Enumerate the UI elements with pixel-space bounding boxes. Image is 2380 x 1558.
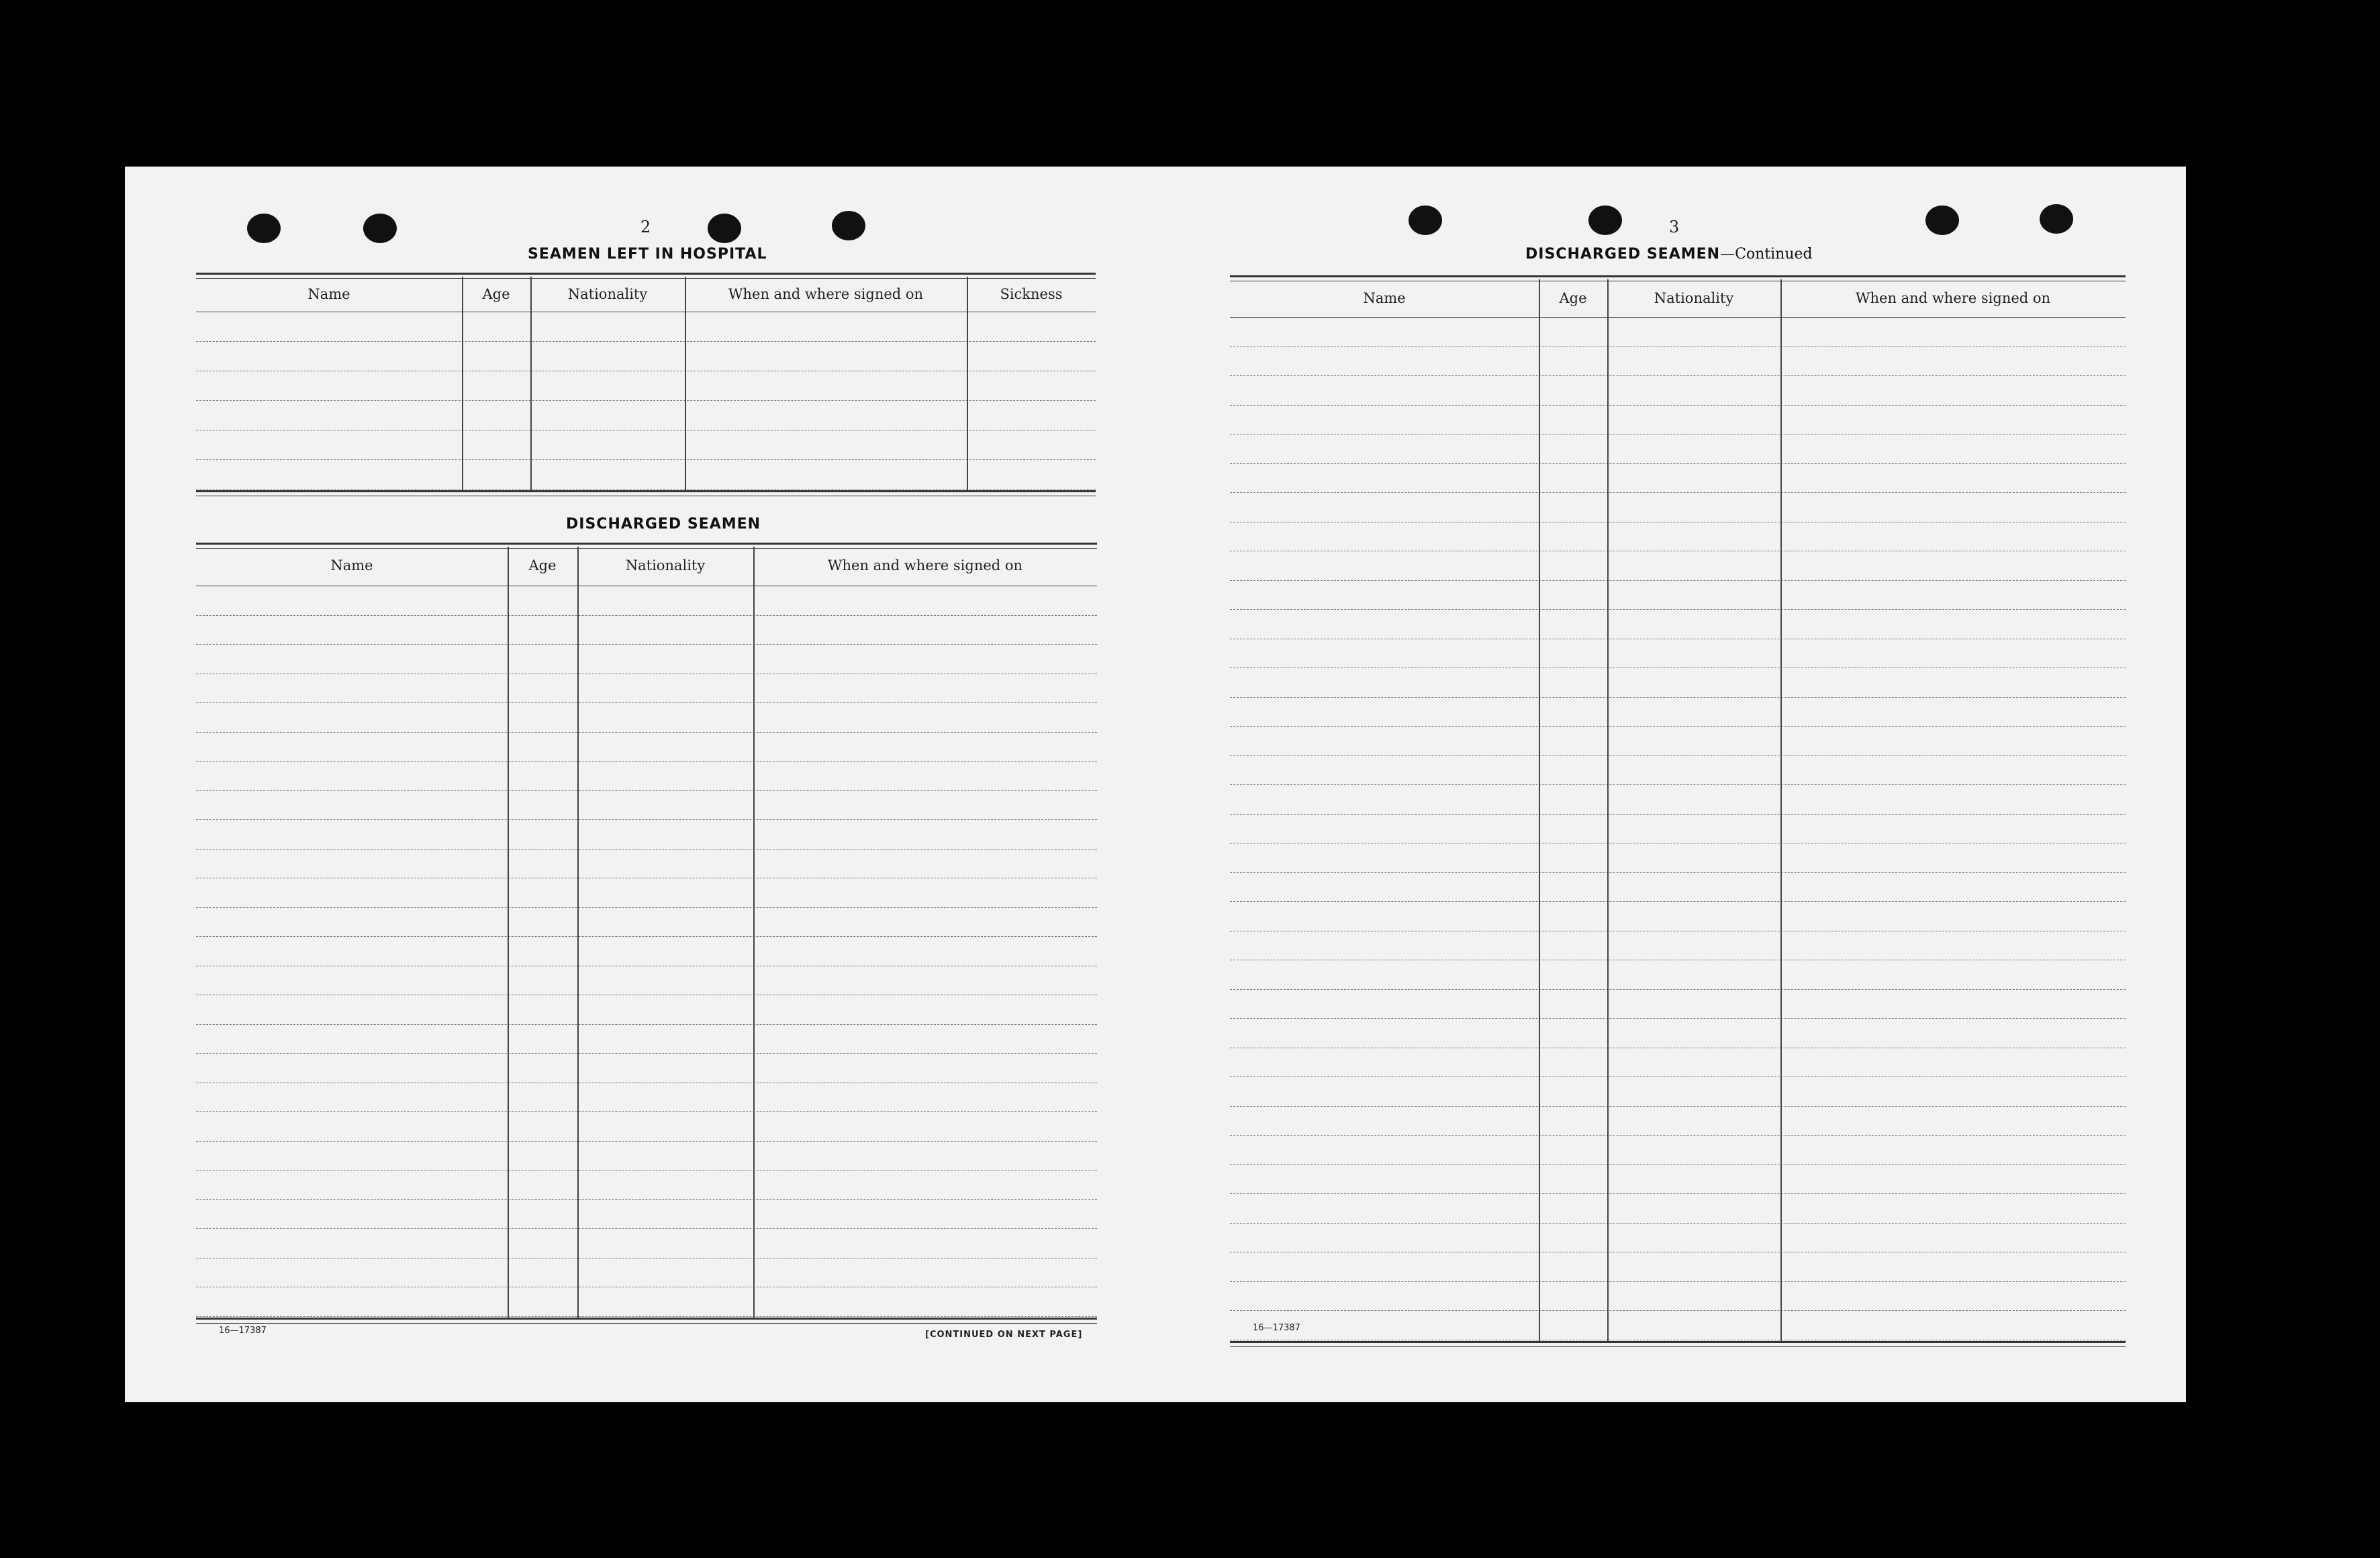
column-divider xyxy=(577,547,579,1318)
column-divider xyxy=(967,277,968,490)
table-row xyxy=(196,1111,1097,1112)
table-row xyxy=(196,1316,1097,1317)
column-divider xyxy=(508,547,509,1318)
table-row xyxy=(196,790,1097,791)
column-header-nationality: Nationality xyxy=(625,557,706,574)
table-row xyxy=(196,341,1096,342)
table-row xyxy=(196,936,1097,937)
column-divider xyxy=(462,277,463,490)
table-row xyxy=(196,702,1097,703)
page-number-left: 2 xyxy=(640,218,651,236)
column-header-sickness: Sickness xyxy=(1000,286,1063,302)
table-row xyxy=(1230,784,2126,785)
column-header-nationality: Nationality xyxy=(1654,290,1734,306)
continued-note: [CONTINUED ON NEXT PAGE] xyxy=(925,1330,1083,1340)
column-header-signed-on: When and where signed on xyxy=(827,557,1023,574)
punch-hole xyxy=(247,214,281,243)
table-row xyxy=(1230,375,2126,376)
hospital-section-title: SEAMEN LEFT IN HOSPITAL xyxy=(528,246,767,263)
discharged-continued-title xyxy=(1525,246,1813,263)
table-row xyxy=(1230,901,2126,902)
table-row xyxy=(196,732,1097,733)
table-row xyxy=(1230,1281,2126,1282)
punch-hole xyxy=(1588,205,1622,235)
table-row xyxy=(196,761,1097,762)
table-row xyxy=(1230,1164,2126,1165)
table-row xyxy=(196,1141,1097,1142)
column-divider xyxy=(1539,279,1540,1341)
form-code-left: 16—17387 xyxy=(219,1326,267,1336)
table-row xyxy=(196,907,1097,908)
table-row xyxy=(196,1228,1097,1229)
column-divider xyxy=(530,277,532,490)
table-row xyxy=(196,1170,1097,1171)
table-row xyxy=(196,819,1097,820)
page-number-right: 3 xyxy=(1669,218,1680,236)
table-row xyxy=(1230,492,2126,493)
column-header-signed-on: When and where signed on xyxy=(728,286,924,302)
table-row xyxy=(1230,1223,2126,1224)
column-divider xyxy=(685,277,686,490)
column-divider xyxy=(753,547,755,1318)
table-row xyxy=(196,1024,1097,1025)
form-code-right: 16—17387 xyxy=(1253,1323,1300,1333)
punch-hole xyxy=(363,214,397,243)
hospital-table xyxy=(196,273,1096,498)
table-row xyxy=(196,849,1097,850)
table-row xyxy=(196,1053,1097,1054)
table-row xyxy=(1230,755,2126,756)
closing-rule xyxy=(196,490,1096,496)
table-row xyxy=(1230,989,2126,990)
title-suffix: —Continued xyxy=(1720,246,1813,263)
table-row xyxy=(196,644,1097,645)
column-header-signed-on: When and where signed on xyxy=(1855,290,2051,306)
column-header-name: Name xyxy=(307,286,350,302)
header-underline xyxy=(1230,317,2126,318)
column-header-name: Name xyxy=(330,557,373,574)
table-row xyxy=(1230,726,2126,727)
column-divider xyxy=(1607,279,1609,1341)
punch-hole xyxy=(708,214,741,243)
column-header-age: Age xyxy=(528,557,557,574)
table-row xyxy=(1230,580,2126,581)
table-row xyxy=(196,615,1097,616)
table-row xyxy=(1230,1106,2126,1107)
ledger-sheet xyxy=(125,167,2186,1402)
table-row xyxy=(1230,463,2126,464)
table-row xyxy=(196,400,1096,401)
table-row xyxy=(1230,1310,2126,1311)
column-header-age: Age xyxy=(1559,290,1587,306)
table-row xyxy=(1230,405,2126,406)
title-text: DISCHARGED SEAMEN xyxy=(1525,246,1721,263)
table-row xyxy=(1230,1076,2126,1077)
discharged-section-title: DISCHARGED SEAMEN xyxy=(566,516,761,533)
discharged-table-left xyxy=(196,543,1097,1322)
table-row xyxy=(1230,872,2126,873)
table-row xyxy=(196,459,1096,460)
punch-hole xyxy=(1925,205,1959,235)
table-row xyxy=(196,489,1096,490)
column-header-nationality: Nationality xyxy=(567,286,648,302)
column-divider xyxy=(1780,279,1782,1341)
punch-hole xyxy=(832,211,865,240)
column-header-age: Age xyxy=(482,286,510,302)
punch-hole xyxy=(1409,205,1442,235)
closing-rule xyxy=(1230,1341,2126,1347)
table-row xyxy=(1230,1135,2126,1136)
punch-hole xyxy=(2040,204,2073,234)
table-row xyxy=(1230,697,2126,698)
table-row xyxy=(1230,814,2126,815)
table-row xyxy=(1230,609,2126,610)
table-row xyxy=(196,1199,1097,1200)
table-row xyxy=(1230,1018,2126,1019)
column-header-name: Name xyxy=(1363,290,1406,306)
closing-rule xyxy=(196,1318,1097,1324)
table-row xyxy=(1230,1193,2126,1194)
discharged-table-right xyxy=(1230,275,2126,1323)
